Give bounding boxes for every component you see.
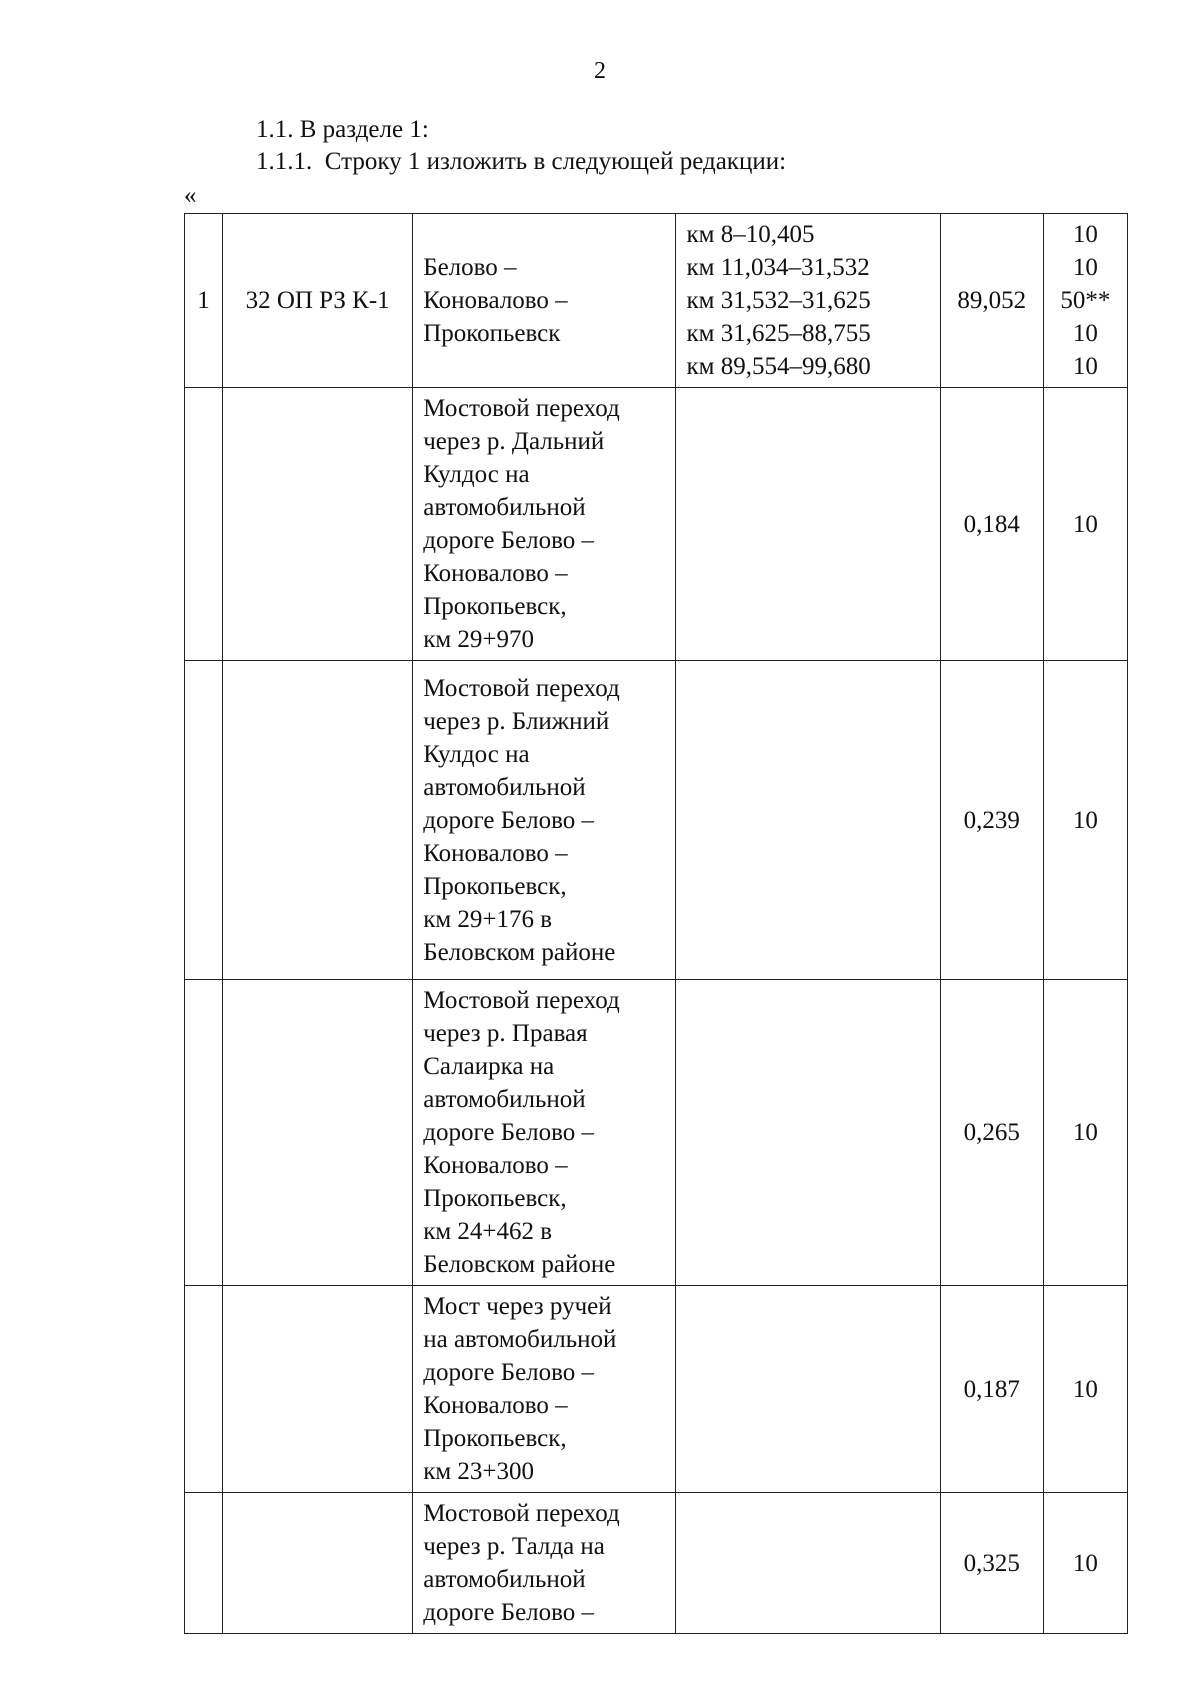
road-code-cell: 32 ОП РЗ К-1 <box>223 214 413 388</box>
speed-cell <box>1043 1286 1127 1493</box>
row-number-cell <box>185 1493 223 1634</box>
speed-line: 10 <box>1072 320 1098 347</box>
speed-line: 10 <box>1072 510 1098 538</box>
object-name-line: Прокопьевск, <box>423 1185 567 1212</box>
object-name-cell <box>413 388 676 661</box>
table-row <box>185 214 1128 388</box>
object-name-line: через р. Ближний <box>423 707 610 735</box>
object-name-line: через р. Дальний <box>423 428 605 455</box>
object-name-cell <box>413 1286 676 1493</box>
object-name-cell <box>413 1493 676 1634</box>
object-name-line: Беловском районе <box>423 938 616 966</box>
speed-line: 10 <box>1072 254 1098 281</box>
object-name-line: км 23+300 <box>423 1458 535 1485</box>
row-number-cell <box>185 1286 223 1493</box>
object-name-line: дороге Белово – <box>423 1359 595 1386</box>
object-name-line: Мост через ручей <box>423 1293 612 1320</box>
length-cell: 0,184 <box>940 388 1043 661</box>
speed-line: 50** <box>1060 287 1111 314</box>
object-name-line: Прокопьевск, <box>423 593 567 620</box>
object-name-line: Кулдос на <box>423 461 530 488</box>
km-section-cell <box>676 388 940 661</box>
speed-cell <box>1043 1493 1127 1634</box>
object-name-line: Беловском районе <box>423 1251 616 1278</box>
opening-quote-mark: « <box>184 182 197 209</box>
speed-line: 10 <box>1072 806 1098 834</box>
object-name-line: км 29+176 в <box>423 905 553 933</box>
object-name-line: км 24+462 в <box>423 1218 553 1245</box>
object-name-line: Прокопьевск, <box>423 1425 567 1452</box>
row-number-cell <box>185 661 223 980</box>
roads-table-body <box>185 214 1128 1634</box>
roads-table <box>184 213 1128 1634</box>
object-name-line: Кулдос на <box>423 740 530 768</box>
km-section-cell <box>676 1493 940 1634</box>
km-section-line: км 11,034–31,532 <box>686 254 870 281</box>
object-name-line: дороге Белово – <box>423 806 595 834</box>
object-name-line: автомобильной <box>423 1086 586 1113</box>
length-cell: 0,325 <box>940 1493 1043 1634</box>
row-number-cell: 1 <box>185 214 223 388</box>
table-row <box>185 980 1128 1286</box>
speed-line: 10 <box>1072 1549 1098 1577</box>
length-cell: 0,265 <box>940 980 1043 1286</box>
object-name-line: автомобильной <box>423 494 586 521</box>
road-code-cell <box>223 1286 413 1493</box>
km-section-cell <box>676 1286 940 1493</box>
object-name-line: Коновалово – <box>423 560 568 587</box>
object-name-line: на автомобильной <box>423 1326 617 1353</box>
object-name-line: через р. Талда на <box>423 1533 605 1560</box>
object-name-line: дороге Белово – <box>423 527 595 554</box>
object-name-line: дороге Белово – <box>423 1119 595 1146</box>
km-section-cell <box>676 214 940 388</box>
speed-cell <box>1043 388 1127 661</box>
object-name-cell <box>413 980 676 1286</box>
table-row <box>185 661 1128 980</box>
length-cell: 0,239 <box>940 661 1043 980</box>
speed-cell <box>1043 214 1127 388</box>
length-cell: 89,052 <box>940 214 1043 388</box>
object-name-line: Мостовой переход <box>423 674 620 702</box>
object-name-line: Мостовой переход <box>423 987 620 1014</box>
road-code-cell <box>223 980 413 1286</box>
object-name-line: Коновалово – <box>423 287 568 314</box>
speed-line: 10 <box>1072 221 1098 248</box>
table-row <box>185 1493 1128 1634</box>
object-name-line: автомобильной <box>423 1566 586 1593</box>
object-name-cell <box>413 661 676 980</box>
object-name-line: дороге Белово – <box>423 1599 595 1626</box>
speed-cell <box>1043 980 1127 1286</box>
row-number-cell <box>185 388 223 661</box>
page-number: 2 <box>594 58 606 84</box>
object-name-line: Прокопьевск <box>423 320 561 347</box>
road-code-cell <box>223 388 413 661</box>
object-name-line: Салаирка на <box>423 1053 555 1080</box>
object-name-line: Коновалово – <box>423 1392 568 1419</box>
object-name-line: Мостовой переход <box>423 395 620 422</box>
object-name-line: Коновалово – <box>423 1152 568 1179</box>
km-section-line: км 31,532–31,625 <box>686 287 871 314</box>
speed-cell <box>1043 661 1127 980</box>
object-name-cell <box>413 214 676 388</box>
road-code-cell <box>223 661 413 980</box>
object-name-line: км 29+970 <box>423 626 535 653</box>
km-section-line: км 31,625–88,755 <box>686 320 871 347</box>
speed-line: 10 <box>1072 353 1098 380</box>
road-code-cell <box>223 1493 413 1634</box>
km-section-cell <box>676 980 940 1286</box>
object-name-line: Белово – <box>423 254 517 281</box>
paragraph-row-1-edit: 1.1.1. Строку 1 изложить в следующей редакции: <box>256 148 787 175</box>
km-section-line: км 89,554–99,680 <box>686 353 871 380</box>
speed-line: 10 <box>1072 1375 1098 1403</box>
paragraph-section-1: 1.1. В разделе 1: <box>256 116 429 143</box>
table-row <box>185 388 1128 661</box>
table-row <box>185 1286 1128 1493</box>
object-name-line: через р. Правая <box>423 1020 588 1047</box>
object-name-line: Коновалово – <box>423 839 568 867</box>
km-section-line: км 8–10,405 <box>686 221 815 248</box>
object-name-line: Мостовой переход <box>423 1500 620 1527</box>
object-name-line: Прокопьевск, <box>423 872 567 900</box>
length-cell: 0,187 <box>940 1286 1043 1493</box>
speed-line: 10 <box>1072 1119 1098 1146</box>
object-name-line: автомобильной <box>423 773 586 801</box>
km-section-cell <box>676 661 940 980</box>
row-number-cell <box>185 980 223 1286</box>
